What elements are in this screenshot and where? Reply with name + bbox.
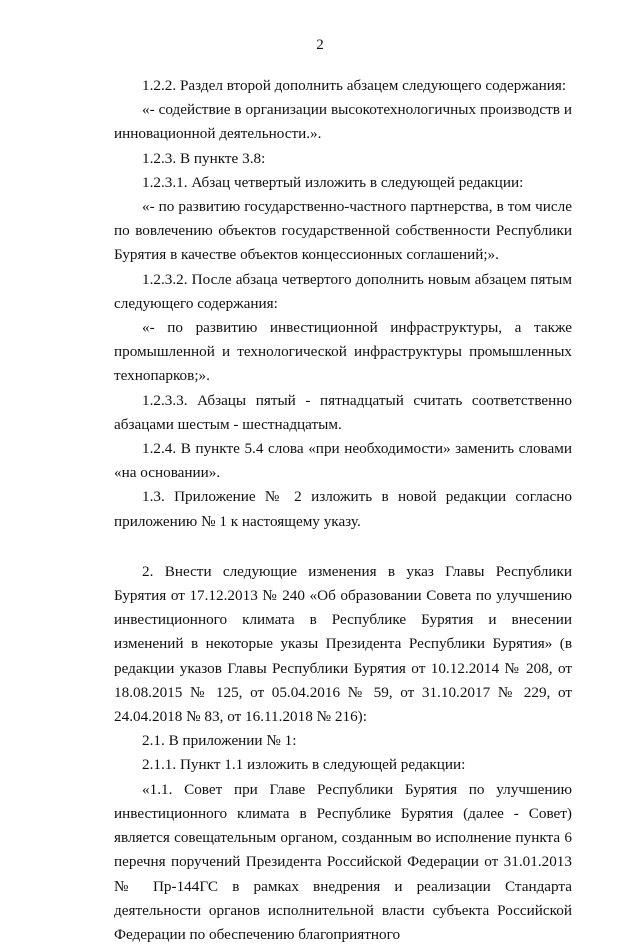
paragraph-2: 2. Внести следующие изменения в указ Главы Республики Бурятия от 17.12.2013 № 240 «Об образовании Совета по улучшению инвестиционного климата в Республике Бурятия и внесении изменений в некоторые указы Президента Республики Бурятия» (в редакции указов Главы Республики Бурятия от 10.12.2014 № 208, от 18.08.2015 № 125, от 05.04.2016 № 59, от 31.10.2017 № 229, от 24.04.2018 № 83, от 16.11.2018 № 216): bbox=[114, 562, 572, 726]
paragraph-1-2-3-1: 1.2.3.1. Абзац четвертый изложить в следующей редакции: bbox=[142, 173, 524, 191]
paragraph-1-3: 1.3. Приложение № 2 изложить в новой редакции согласно приложению № 1 к настоящему указу. bbox=[114, 488, 572, 530]
paragraph-1-2-3: 1.2.3. В пункте 3.8: bbox=[142, 149, 266, 167]
paragraph-quote-1-1: «1.1. Совет при Главе Республики Бурятия по улучшению инвестиционного климата в Республике Бурятия (далее - Совет) является совещательным органом, созданным во исполнение пункта 6 перечня поручений Президента Российской Федерации от 31.01.2013 № Пр-144ГС в рамках внедрения и реализации Стандарта деятельности органов исполнительной власти субъекта Российской Федерации по обеспечению благоприятного bbox=[114, 780, 572, 943]
paragraph-1-2-3-2: 1.2.3.2. После абзаца четвертого дополнить новым абзацем пятым следующего содержания: bbox=[114, 270, 572, 312]
paragraph-1-2-2: 1.2.2. Раздел второй дополнить абзацем следующего содержания: bbox=[142, 77, 567, 94]
paragraph-quote-infrastructure: «- по развитию инвестиционной инфраструктуры, а также промышленной и технологической инфраструктуры промышленных технопарков;». bbox=[114, 319, 572, 385]
page-number: 2 bbox=[316, 37, 324, 53]
paragraph-1-2-4: 1.2.4. В пункте 5.4 слова «при необходимости» заменить словами «на основании». bbox=[114, 440, 572, 482]
document-body bbox=[114, 74, 572, 947]
paragraph-quote-innovation: «- содействие в организации высокотехнологичных производств и инновационной деятельности.». bbox=[114, 101, 572, 143]
paragraph-2-1: 2.1. В приложении № 1: bbox=[142, 732, 297, 750]
paragraph-2-1-1: 2.1.1. Пункт 1.1 изложить в следующей редакции: bbox=[142, 756, 466, 774]
paragraph-1-2-3-3: 1.2.3.3. Абзацы пятый - пятнадцатый считать соответственно абзацами шестым - шестнадцатым. bbox=[114, 391, 572, 433]
paragraph-quote-partnership: «- по развитию государственно-частного партнерства, в том числе по вовлечению объектов государственной собственности Республики Бурятия в качестве объектов концессионных соглашений;». bbox=[114, 198, 572, 264]
section-gap bbox=[114, 534, 572, 560]
